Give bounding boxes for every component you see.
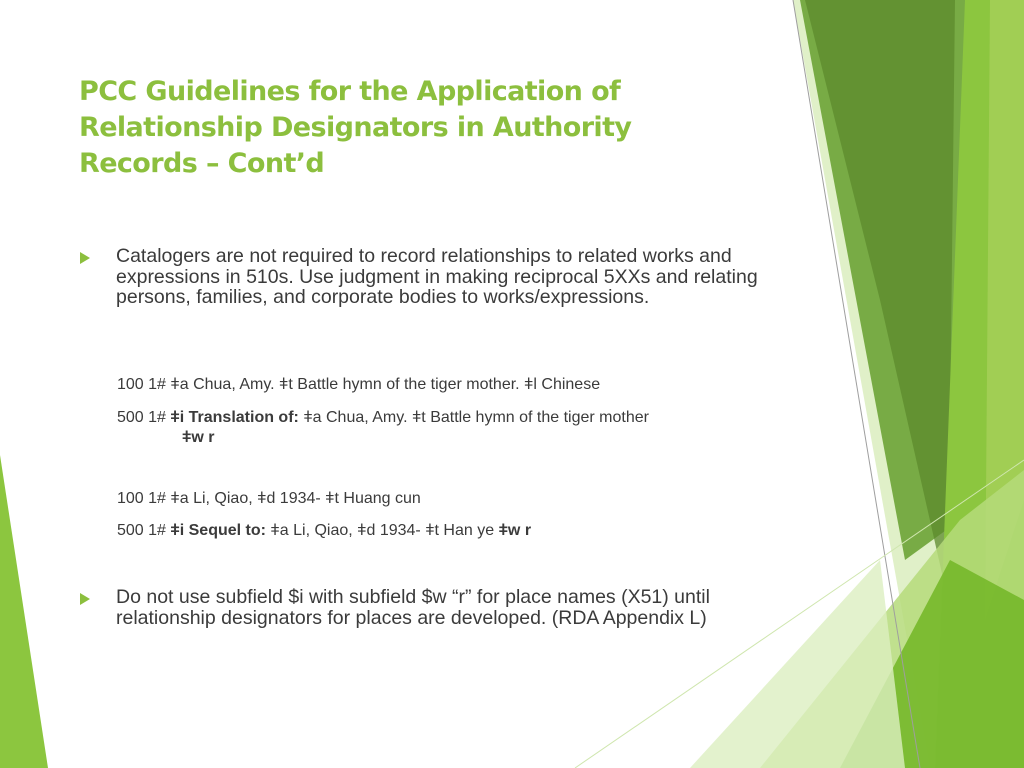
bullet-arrow-icon bbox=[80, 593, 90, 605]
example1-designator: ǂi Translation of: bbox=[170, 409, 299, 426]
example1-500-tag: 500 1# bbox=[117, 409, 166, 426]
bullet-text-1: Catalogers are not required to record relationships to related works and expressions in 510s. Use judgment in making reciprocal 5XXs and relating persons, families, and corporate bodies to works/expressions. bbox=[116, 245, 758, 308]
facet-dark-green bbox=[805, 0, 955, 600]
example1-500-rest: ǂa Chua, Amy. ǂt Battle hymn of the tiger mother bbox=[303, 409, 649, 426]
bullet-text-2: Do not use subfield $i with subfield $w “r” for place names (X51) until relationship designators for places are developed. (RDA Appendix L) bbox=[116, 586, 710, 629]
bullet-item-2 bbox=[80, 587, 766, 628]
example2-500-line bbox=[117, 521, 777, 541]
example2-100-line: 100 1# ǂa Li, Qiao, ǂd 1934- ǂt Huang cun bbox=[117, 490, 421, 507]
left-accent-sliver bbox=[0, 455, 48, 768]
example1-100-line: 100 1# ǂa Chua, Amy. ǂt Battle hymn of the tiger mother. ǂl Chinese bbox=[117, 376, 601, 393]
example2-designator: ǂi Sequel to: bbox=[170, 522, 266, 539]
example2-500-tag: 500 1# bbox=[117, 522, 166, 539]
example2-500-rest: ǂa Li, Qiao, ǂd 1934- ǂt Han ye bbox=[270, 522, 495, 539]
example1-500-line bbox=[117, 408, 777, 448]
title-line-2: Relationship Designators in Authority bbox=[79, 112, 632, 143]
example1-500-wrap: ǂw r bbox=[182, 429, 215, 446]
slide-title bbox=[79, 74, 699, 182]
example2-500-end: ǂw r bbox=[498, 522, 532, 539]
bullet-arrow-icon bbox=[80, 252, 90, 264]
bullet-item-1 bbox=[80, 246, 766, 308]
title-line-1: PCC Guidelines for the Application of bbox=[79, 76, 621, 107]
title-line-3: Records – Cont’d bbox=[79, 148, 325, 179]
